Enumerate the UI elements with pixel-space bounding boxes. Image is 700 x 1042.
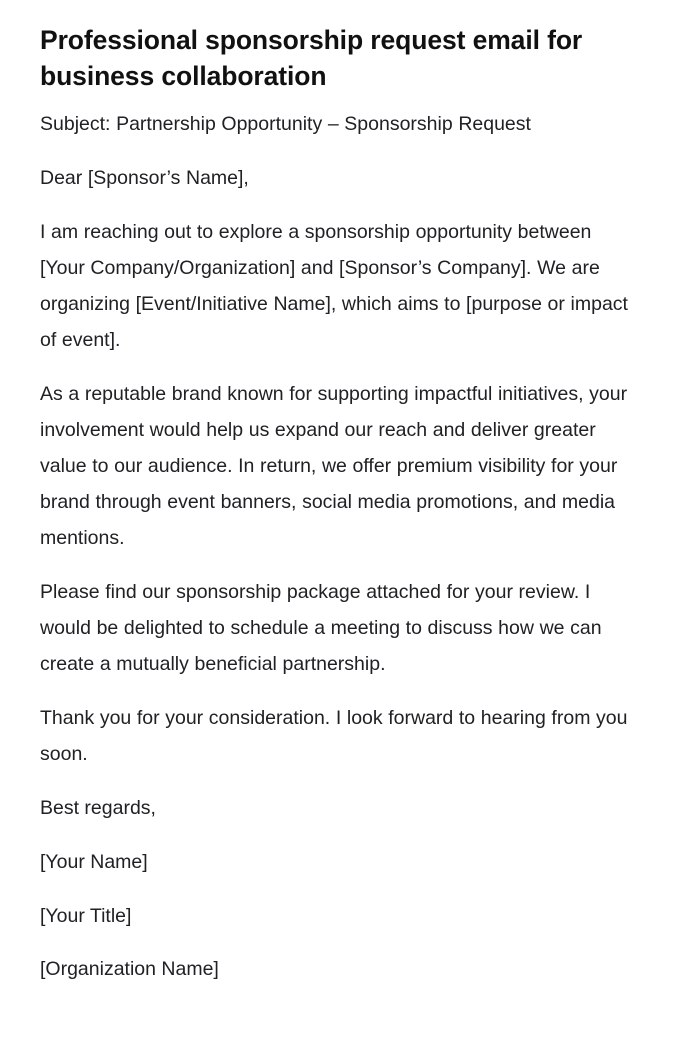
signature-organization: [Organization Name]	[40, 958, 219, 981]
email-paragraph-1: I am reaching out to explore a sponsorship opportunity between [Your Company/Organization] and [Sponsor’s Company]. We are organizing [Event/Initiative Name], which aims to [purpose or impact of event].	[40, 221, 628, 351]
email-paragraph-3: Please find our sponsorship package attached for your review. I would be delighted to schedule a meeting to discuss how we can create a mutually beneficial partnership.	[40, 580, 602, 675]
signature-title: [Your Title]	[40, 904, 132, 927]
email-body	[40, 107, 640, 988]
email-salutation: Dear [Sponsor’s Name],	[40, 167, 249, 190]
email-subject-line: Subject: Partnership Opportunity – Sponsorship Request	[40, 113, 531, 136]
email-paragraph-4: Thank you for your consideration. I look forward to hearing from you soon.	[40, 706, 628, 765]
email-paragraph-2: As a reputable brand known for supporting impactful initiatives, your involvement would help us expand our reach and deliver greater value to our audience. In return, we offer premium visibility for your brand through event banners, social media promotions, and media mentions.	[40, 382, 628, 549]
email-closing: Best regards,	[40, 796, 156, 819]
signature-name: [Your Name]	[40, 850, 148, 873]
page-title: Professional sponsorship request email for business collaboration	[40, 25, 583, 92]
